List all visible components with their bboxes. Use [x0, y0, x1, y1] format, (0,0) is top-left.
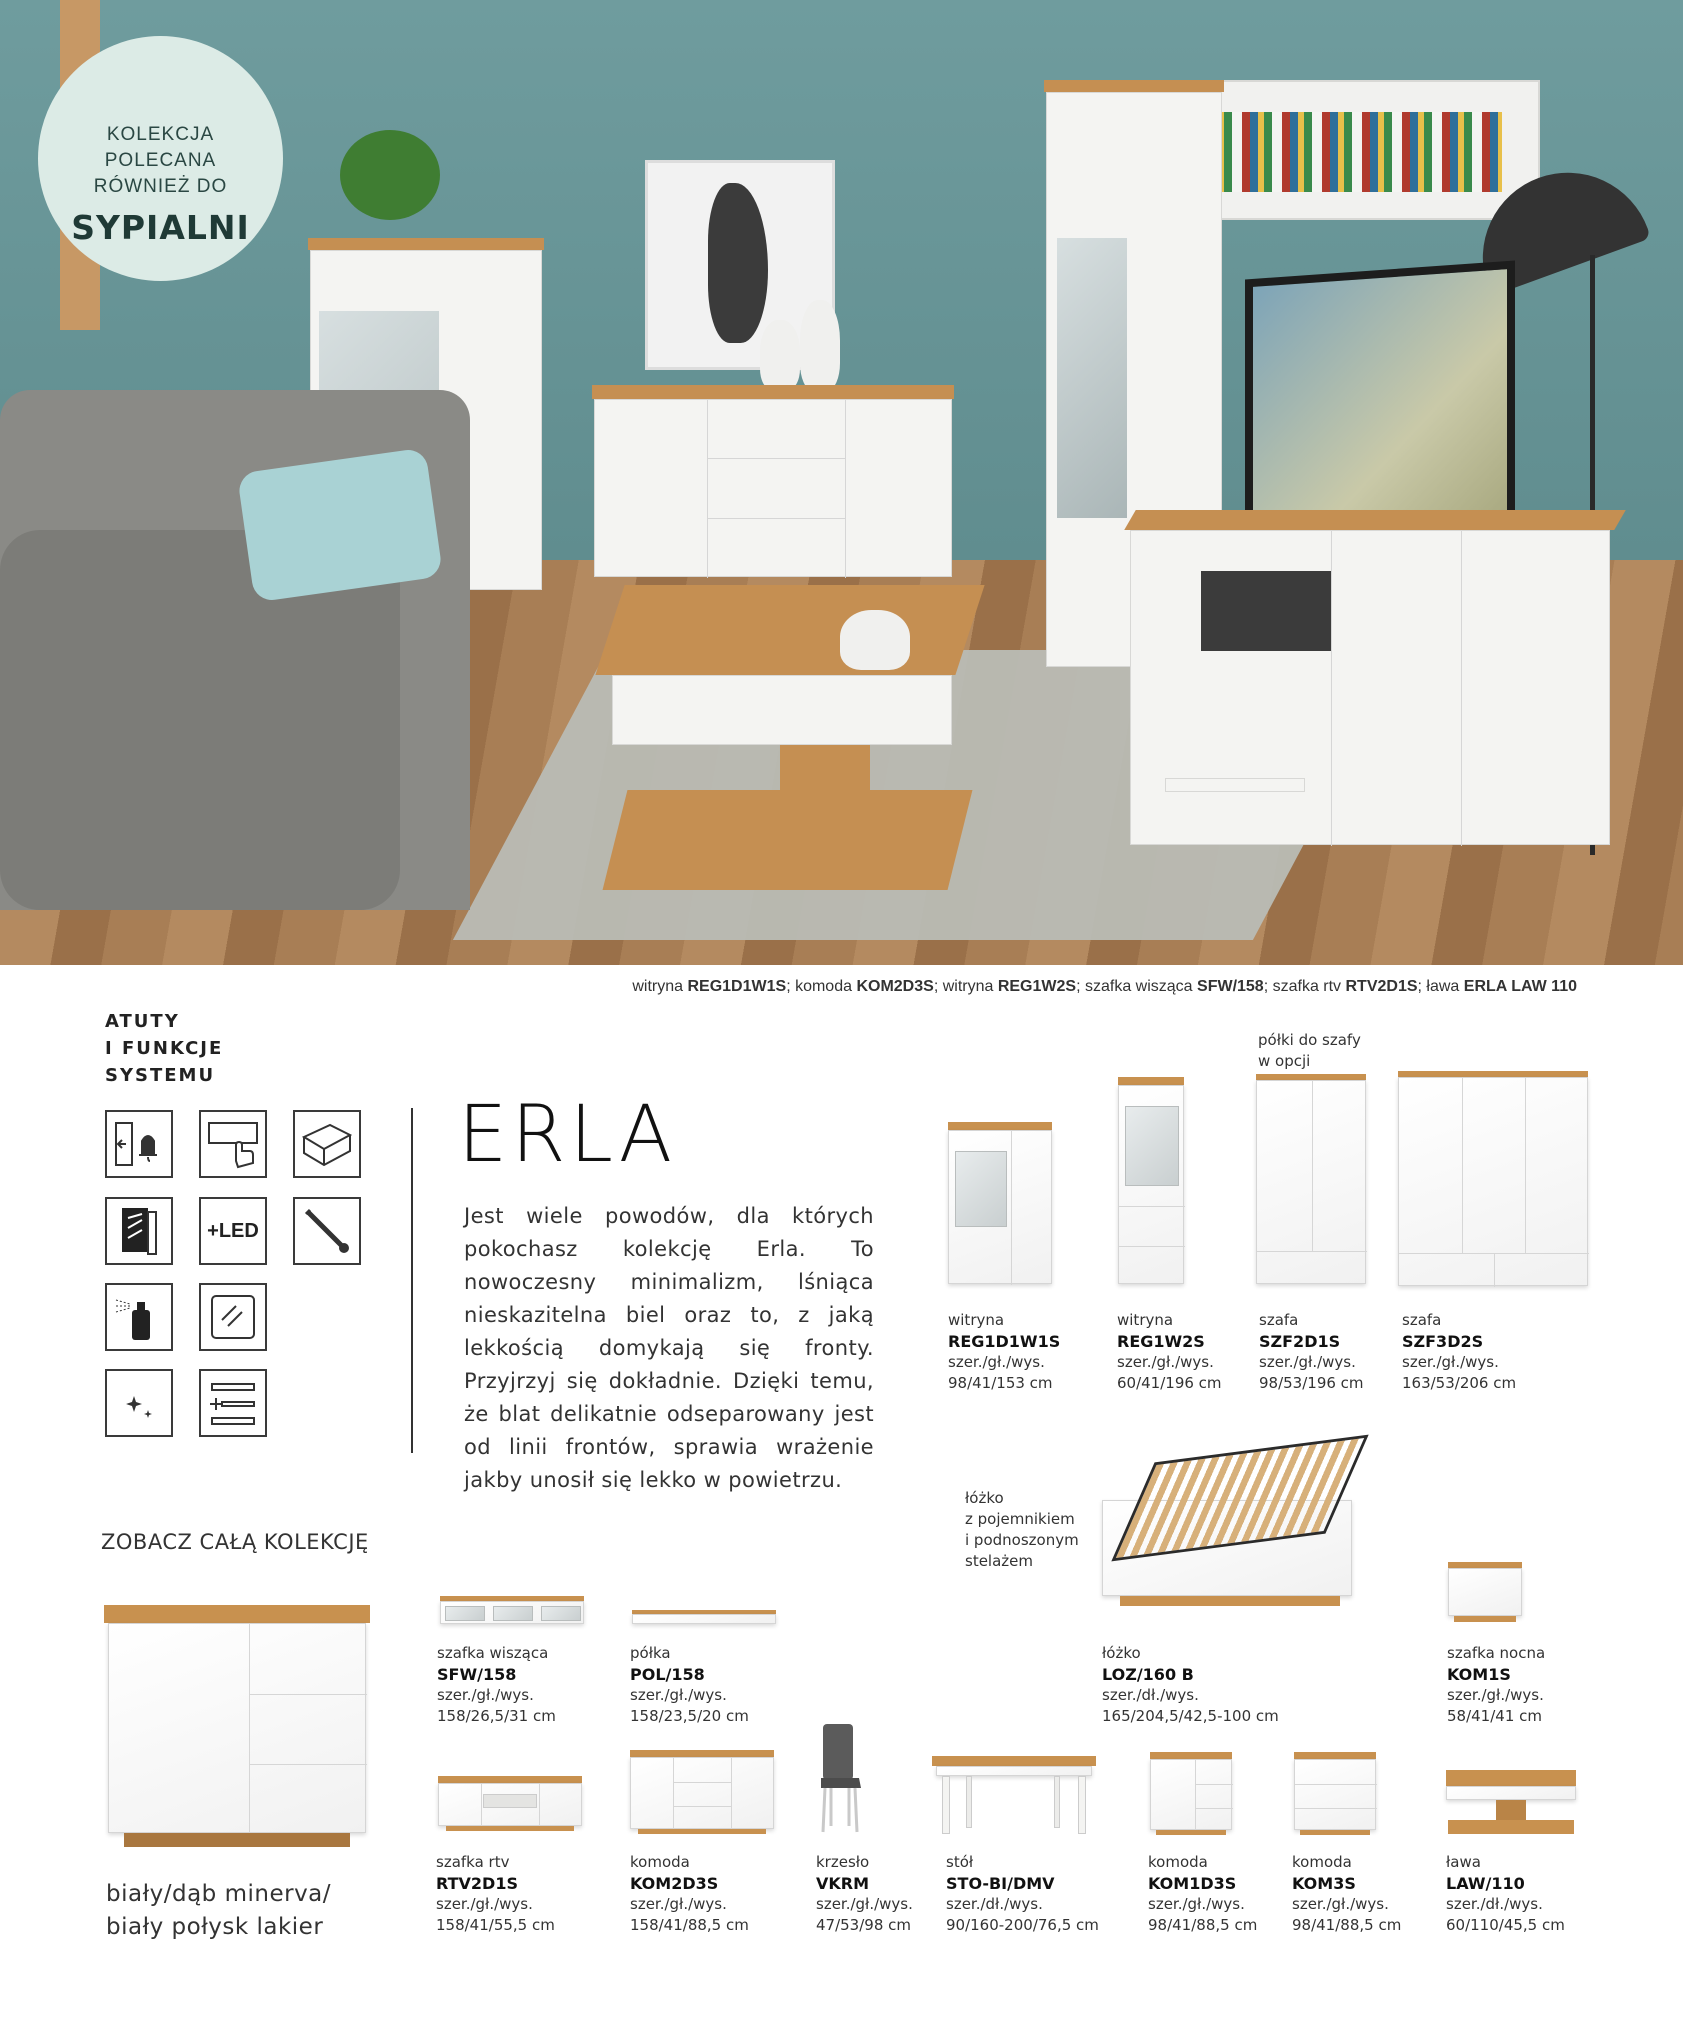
- sideboard-top: [592, 385, 954, 399]
- led-icon: [199, 1197, 267, 1265]
- product-name: komoda: [630, 1853, 690, 1871]
- decor-ball: [840, 610, 910, 670]
- product-name: witryna: [948, 1311, 1005, 1329]
- product-code: STO-BI/DMV: [946, 1874, 1055, 1893]
- dimension-label: szer./gł./wys.: [437, 1686, 534, 1704]
- color-options: [106, 1878, 331, 1944]
- product-label-pol158: [630, 1643, 749, 1727]
- badge-line: KOLEKCJA: [106, 124, 215, 145]
- dimension-value: 158/26,5/31 cm: [437, 1707, 556, 1725]
- product-label-reg1d1w1s: [948, 1310, 1060, 1394]
- dimension-label: szer./gł./wys.: [1292, 1895, 1389, 1913]
- caption-text: ; komoda: [786, 978, 857, 995]
- dimension-label: szer./dł./wys.: [946, 1895, 1043, 1913]
- tv-stand-top: [1124, 510, 1626, 530]
- plant: [340, 130, 440, 220]
- product-name: półka: [630, 1644, 671, 1662]
- product-code: REG1D1W1S: [948, 1332, 1061, 1351]
- product-label-kom3s: [1292, 1852, 1401, 1936]
- product-image-szf3d2s: [1398, 1071, 1588, 1286]
- shelf-adjust-icon: [199, 1369, 267, 1437]
- dimension-value: 58/41/41 cm: [1447, 1707, 1542, 1725]
- dimension-label: szer./gł./wys.: [630, 1895, 727, 1913]
- note-line: w opcji: [1258, 1052, 1311, 1070]
- bed-note: [965, 1488, 1079, 1572]
- product-code: REG1W2S: [1117, 1332, 1205, 1351]
- vitrine-top: [1044, 80, 1224, 92]
- product-image-reg1d1w1s: [948, 1122, 1052, 1284]
- divider: [411, 1108, 413, 1453]
- product-image-kom1d3s: [1150, 1752, 1232, 1836]
- coffee-table-shelf: [603, 790, 973, 890]
- product-name: witryna: [1117, 1311, 1174, 1329]
- product-name: szafka nocna: [1447, 1644, 1546, 1662]
- dimension-value: 90/160-200/76,5 cm: [946, 1916, 1099, 1934]
- product-label-vkrm: [816, 1852, 913, 1936]
- dimension-label: szer./gł./wys.: [948, 1353, 1045, 1371]
- product-label-sto: [946, 1852, 1099, 1936]
- dimension-label: szer./gł./wys.: [816, 1895, 913, 1913]
- caption-code: RTV2D1S: [1345, 978, 1418, 995]
- product-code: LAW/110: [1446, 1874, 1525, 1893]
- dimension-value: 47/53/98 cm: [816, 1916, 911, 1934]
- dimension-value: 158/23,5/20 cm: [630, 1707, 749, 1725]
- dimension-value: 98/53/196 cm: [1259, 1374, 1364, 1392]
- dimension-value: 98/41/88,5 cm: [1148, 1916, 1258, 1934]
- caption-text: ; ława: [1417, 978, 1464, 995]
- product-image-szf2d1s: [1256, 1074, 1366, 1284]
- dimension-label: szer./gł./wys.: [1117, 1353, 1214, 1371]
- dimension-label: szer./dł./wys.: [1446, 1895, 1543, 1913]
- dimension-label: szer./gł./wys.: [1148, 1895, 1245, 1913]
- product-code: KOM3S: [1292, 1874, 1356, 1893]
- photo-caption: [632, 978, 1577, 996]
- level-adjust-icon: [293, 1197, 361, 1265]
- tv-stand: [1130, 530, 1610, 845]
- dimension-value: 158/41/88,5 cm: [630, 1916, 749, 1934]
- note-line: łóżko: [965, 1489, 1004, 1507]
- product-name: krzesło: [816, 1853, 870, 1871]
- product-label-rtv2d1s: [436, 1852, 555, 1936]
- note-line: półki do szafy: [1258, 1031, 1361, 1049]
- product-image-vkrm: [815, 1722, 865, 1834]
- drawer-icon: [293, 1110, 361, 1178]
- sideboard: [594, 399, 952, 577]
- features-title-line: SYSTEMU: [105, 1065, 216, 1086]
- high-gloss-icon: [105, 1197, 173, 1265]
- product-name: szafka wisząca: [437, 1644, 549, 1662]
- product-image-sfw158: [440, 1596, 584, 1624]
- product-code: SZF2D1S: [1259, 1332, 1341, 1351]
- see-all-link[interactable]: ZOBACZ CAŁĄ KOLEKCJĘ: [101, 1530, 369, 1554]
- product-code: LOZ/160 B: [1102, 1665, 1194, 1684]
- cabinet-top: [308, 238, 544, 250]
- product-image-rtv2d1s: [438, 1776, 582, 1832]
- wall-shelf-small: [1165, 778, 1305, 792]
- product-label-kom2d3s: [630, 1852, 749, 1936]
- badge-highlight: SYPIALNI: [71, 208, 250, 247]
- product-code: SZF3D2S: [1402, 1332, 1484, 1351]
- product-label-szf2d1s: [1259, 1310, 1364, 1394]
- color-option-line: biały/dąb minerva/: [106, 1881, 332, 1907]
- product-label-reg1w2s: [1117, 1310, 1222, 1394]
- collection-description: Jest wiele powodów, dla których pokochasz kolekcję Erla. To nowoczesny minimalizm, lśniąca nieskazitelna biel oraz to, z jaką lekkością domykają się fronty. Przyjrzyj się dokładnie. Dzięki temu, że blat delikatnie odseparowany jest od linii frontów, sprawia wrażenie jakby unosił się lekko w powietrzu.: [464, 1204, 874, 1492]
- dimension-label: szer./gł./wys.: [1447, 1686, 1544, 1704]
- product-image-kom1s: [1448, 1562, 1522, 1624]
- coffee-table-top: [595, 585, 984, 675]
- featured-sideboard-image: [104, 1605, 374, 1850]
- product-name: szafa: [1259, 1311, 1299, 1329]
- product-label-loz160: [1102, 1643, 1279, 1727]
- product-image-kom2d3s: [630, 1750, 774, 1835]
- caption-code: REG1W2S: [997, 978, 1077, 995]
- hanging-shelf: [1180, 80, 1540, 220]
- dimension-value: 60/110/45,5 cm: [1446, 1916, 1565, 1934]
- dimension-label: szer./gł./wys.: [1259, 1353, 1356, 1371]
- features-title-line: I FUNKCJE: [105, 1038, 224, 1059]
- product-image-loz160: [1100, 1440, 1360, 1620]
- push-to-open-icon: [199, 1110, 267, 1178]
- dimension-value: 98/41/153 cm: [948, 1374, 1053, 1392]
- product-label-kom1s: [1447, 1643, 1545, 1727]
- product-code: KOM1S: [1447, 1665, 1511, 1684]
- caption-text: ; szafka wisząca: [1076, 978, 1198, 995]
- product-name: komoda: [1148, 1853, 1208, 1871]
- vase: [760, 320, 800, 390]
- dimension-value: 163/53/206 cm: [1402, 1374, 1517, 1392]
- product-code: SFW/158: [437, 1665, 517, 1684]
- product-name: szafka rtv: [436, 1853, 510, 1871]
- note-line: z pojemnikiem: [965, 1510, 1075, 1528]
- caption-code: KOM2D3S: [856, 978, 934, 995]
- product-image-pol158: [632, 1610, 776, 1624]
- product-image-kom3s: [1294, 1752, 1376, 1836]
- hero-photo: [0, 0, 1683, 965]
- soft-close-icon: [105, 1110, 173, 1178]
- caption-code: REG1D1W1S: [687, 978, 787, 995]
- dimension-label: szer./gł./wys.: [630, 1686, 727, 1704]
- product-label-szf3d2s: [1402, 1310, 1516, 1394]
- glass-icon: [199, 1283, 267, 1351]
- easy-clean-icon: [105, 1369, 173, 1437]
- dimension-label: szer./gł./wys.: [1402, 1353, 1499, 1371]
- product-name: łóżko: [1102, 1644, 1141, 1662]
- dimension-label: szer./dł./wys.: [1102, 1686, 1199, 1704]
- product-code: VKRM: [816, 1874, 870, 1893]
- product-name: komoda: [1292, 1853, 1352, 1871]
- product-code: KOM2D3S: [630, 1874, 719, 1893]
- shelves-note: [1258, 1030, 1361, 1072]
- caption-text: ; szafka rtv: [1263, 978, 1346, 995]
- product-name: stół: [946, 1853, 974, 1871]
- coffee-table-front: [612, 675, 952, 745]
- collection-badge: [38, 36, 283, 281]
- pillow: [237, 447, 443, 602]
- caption-code: SFW/158: [1197, 978, 1264, 995]
- badge-line: RÓWNIEŻ DO: [93, 176, 228, 197]
- product-code: KOM1D3S: [1148, 1874, 1237, 1893]
- caption-text: ; witryna: [933, 978, 998, 995]
- caption-text: witryna: [632, 978, 688, 995]
- product-name: szafa: [1402, 1311, 1442, 1329]
- product-name: ława: [1446, 1853, 1481, 1871]
- dimension-label: szer./gł./wys.: [436, 1895, 533, 1913]
- note-line: i podnoszonym: [965, 1531, 1079, 1549]
- features-title: [105, 1008, 223, 1089]
- product-image-sto: [932, 1756, 1096, 1834]
- badge-line: POLECANA: [104, 150, 217, 171]
- caption-code: ERLA LAW 110: [1463, 978, 1577, 995]
- product-label-kom1d3s: [1148, 1852, 1257, 1936]
- dimension-value: 60/41/196 cm: [1117, 1374, 1222, 1392]
- dimension-value: 98/41/88,5 cm: [1292, 1916, 1402, 1934]
- product-code: RTV2D1S: [436, 1874, 518, 1893]
- features-title-line: ATUTY: [105, 1011, 180, 1032]
- product-label-law110: [1446, 1852, 1565, 1936]
- vase: [800, 300, 840, 390]
- collection-title: ERLA: [458, 1090, 677, 1180]
- product-image-reg1w2s: [1118, 1077, 1184, 1284]
- dimension-value: 158/41/55,5 cm: [436, 1916, 555, 1934]
- color-option-line: biały połysk lakier: [106, 1914, 324, 1940]
- dimension-value: 165/204,5/42,5-100 cm: [1102, 1707, 1279, 1725]
- led-label: +LED: [207, 1219, 259, 1242]
- product-image-law110: [1446, 1770, 1576, 1836]
- product-label-sfw158: [437, 1643, 556, 1727]
- note-line: stelażem: [965, 1552, 1033, 1570]
- lacquer-spray-icon: [105, 1283, 173, 1351]
- product-code: POL/158: [630, 1665, 705, 1684]
